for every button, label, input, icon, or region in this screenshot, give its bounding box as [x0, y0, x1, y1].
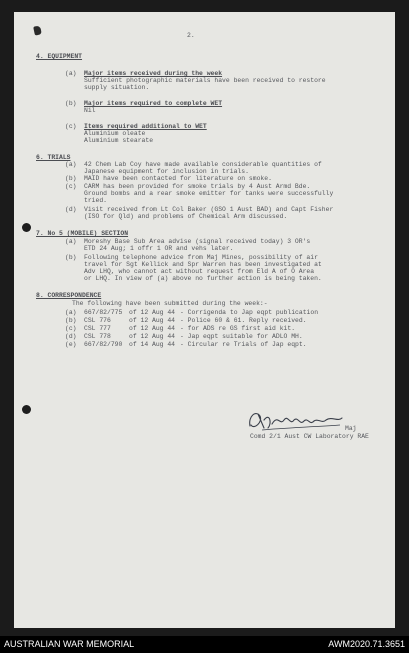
document-page	[14, 12, 395, 628]
corr-desc: - Jap eqpt suitable for ADLO MH.	[180, 333, 303, 340]
s4-c-heading: Items required additional to WET	[84, 123, 207, 130]
s7-b-line: Adv LHQ, who cannot act without request from Eld A of O Area	[84, 268, 315, 275]
s7-b-label: (b)	[65, 254, 77, 261]
s4-a-heading: Major items received during the week	[84, 70, 223, 77]
footer-accession-number: AWM2020.71.3651	[328, 639, 405, 649]
s6-b-label: (b)	[65, 175, 77, 182]
s4-b-label: (b)	[65, 100, 77, 107]
corr-date: of 12 Aug 44	[129, 309, 176, 316]
corr-ref: 667/82/775	[84, 309, 123, 316]
corr-ref: CSL 778	[84, 333, 111, 340]
s6-a-line: 42 Chem Lab Coy have made available considerable quantities of	[84, 161, 322, 168]
s6-c-label: (c)	[65, 183, 77, 190]
corr-date: of 12 Aug 44	[129, 325, 176, 332]
punch-hole	[22, 405, 31, 414]
section-8-heading: 8. CORRESPONDENCE	[36, 292, 102, 299]
section-4-heading: 4. EQUIPMENT	[36, 53, 83, 60]
corr-desc: - Police 60 & 61. Reply received.	[180, 317, 307, 324]
s6-b-line: MAID have been contacted for literature on smoke.	[84, 175, 272, 182]
s7-b-line: travel for Sgt Kellick and Spr Warren has been investigated at	[84, 261, 322, 268]
s4-c-line: Aluminium oleate	[84, 130, 146, 137]
corr-ref: CSL 776	[84, 317, 111, 324]
page-number: 2.	[187, 32, 195, 39]
section-6-heading: 6. TRIALS	[36, 154, 71, 161]
corr-date: of 14 Aug 44	[129, 341, 176, 348]
corr-ref: 667/82/790	[84, 341, 123, 348]
s6-a-label: (a)	[65, 161, 77, 168]
s4-a-line: Sufficient photographic materials have been received to restore	[84, 77, 326, 84]
corr-label: (b)	[65, 317, 77, 324]
s6-d-line: (ISO for Qld) and problems of Chemical Arm discussed.	[84, 213, 288, 220]
s4-a-label: (a)	[65, 70, 77, 77]
s7-b-line: Following telephone advice from Maj Mines, possibility of air	[84, 254, 318, 261]
s6-c-line: CARM has been provided for smoke trials by 4 Aust Armd Bde.	[84, 183, 311, 190]
corr-label: (c)	[65, 325, 77, 332]
s4-a-line: supply situation.	[84, 84, 150, 91]
ink-mark	[33, 25, 42, 35]
s4-c-label: (c)	[65, 123, 77, 130]
corr-ref: CSL 777	[84, 325, 111, 332]
s6-d-label: (d)	[65, 206, 77, 213]
s4-b-heading: Major items required to complete WET	[84, 100, 223, 107]
punch-hole	[22, 223, 31, 232]
corr-label: (a)	[65, 309, 77, 316]
corr-desc: - for ADS re GS first aid kit.	[180, 325, 296, 332]
s6-d-line: Visit received from Lt Col Baker (GSO 1 Aust BAD) and Capt Fisher	[84, 206, 334, 213]
archive-footer	[0, 636, 409, 653]
s7-b-line: or LHQ. In view of (a) above no further action is being taken.	[84, 275, 322, 282]
corr-label: (d)	[65, 333, 77, 340]
s6-c-line: tried.	[84, 197, 108, 204]
s6-c-line: Ground bombs and a rear smoke emitter for tanks were successfully	[84, 190, 334, 197]
signature-title: Comd 2/1 Aust CW Laboratory RAE	[250, 433, 369, 440]
s7-a-label: (a)	[65, 238, 77, 245]
s7-a-line: Moreshy Base Sub Area advise (signal received today) 3 OR's	[84, 238, 311, 245]
corr-desc: - Corrigenda to Jap eqpt publication	[180, 309, 319, 316]
s7-a-line: ETD 24 Aug; 1 offr 1 OR and vehs later.	[84, 245, 234, 252]
handwritten-signature	[242, 406, 357, 436]
signature-rank: Maj	[345, 425, 357, 432]
s4-b-line: Nil	[84, 107, 96, 114]
corr-date: of 12 Aug 44	[129, 317, 176, 324]
corr-date: of 12 Aug 44	[129, 333, 176, 340]
s4-c-line: Aluminium stearate	[84, 137, 154, 144]
corr-desc: - Circular re Trials of Jap eqpt.	[180, 341, 307, 348]
corr-label: (e)	[65, 341, 77, 348]
section-7-heading: 7. No 5 (MOBILE) SECTION	[36, 230, 129, 237]
s8-intro: The following have been submitted during the week:-	[72, 300, 268, 307]
footer-institution: AUSTRALIAN WAR MEMORIAL	[4, 639, 135, 649]
s6-a-line: Japanese equipment for inclusion in trials.	[84, 168, 249, 175]
